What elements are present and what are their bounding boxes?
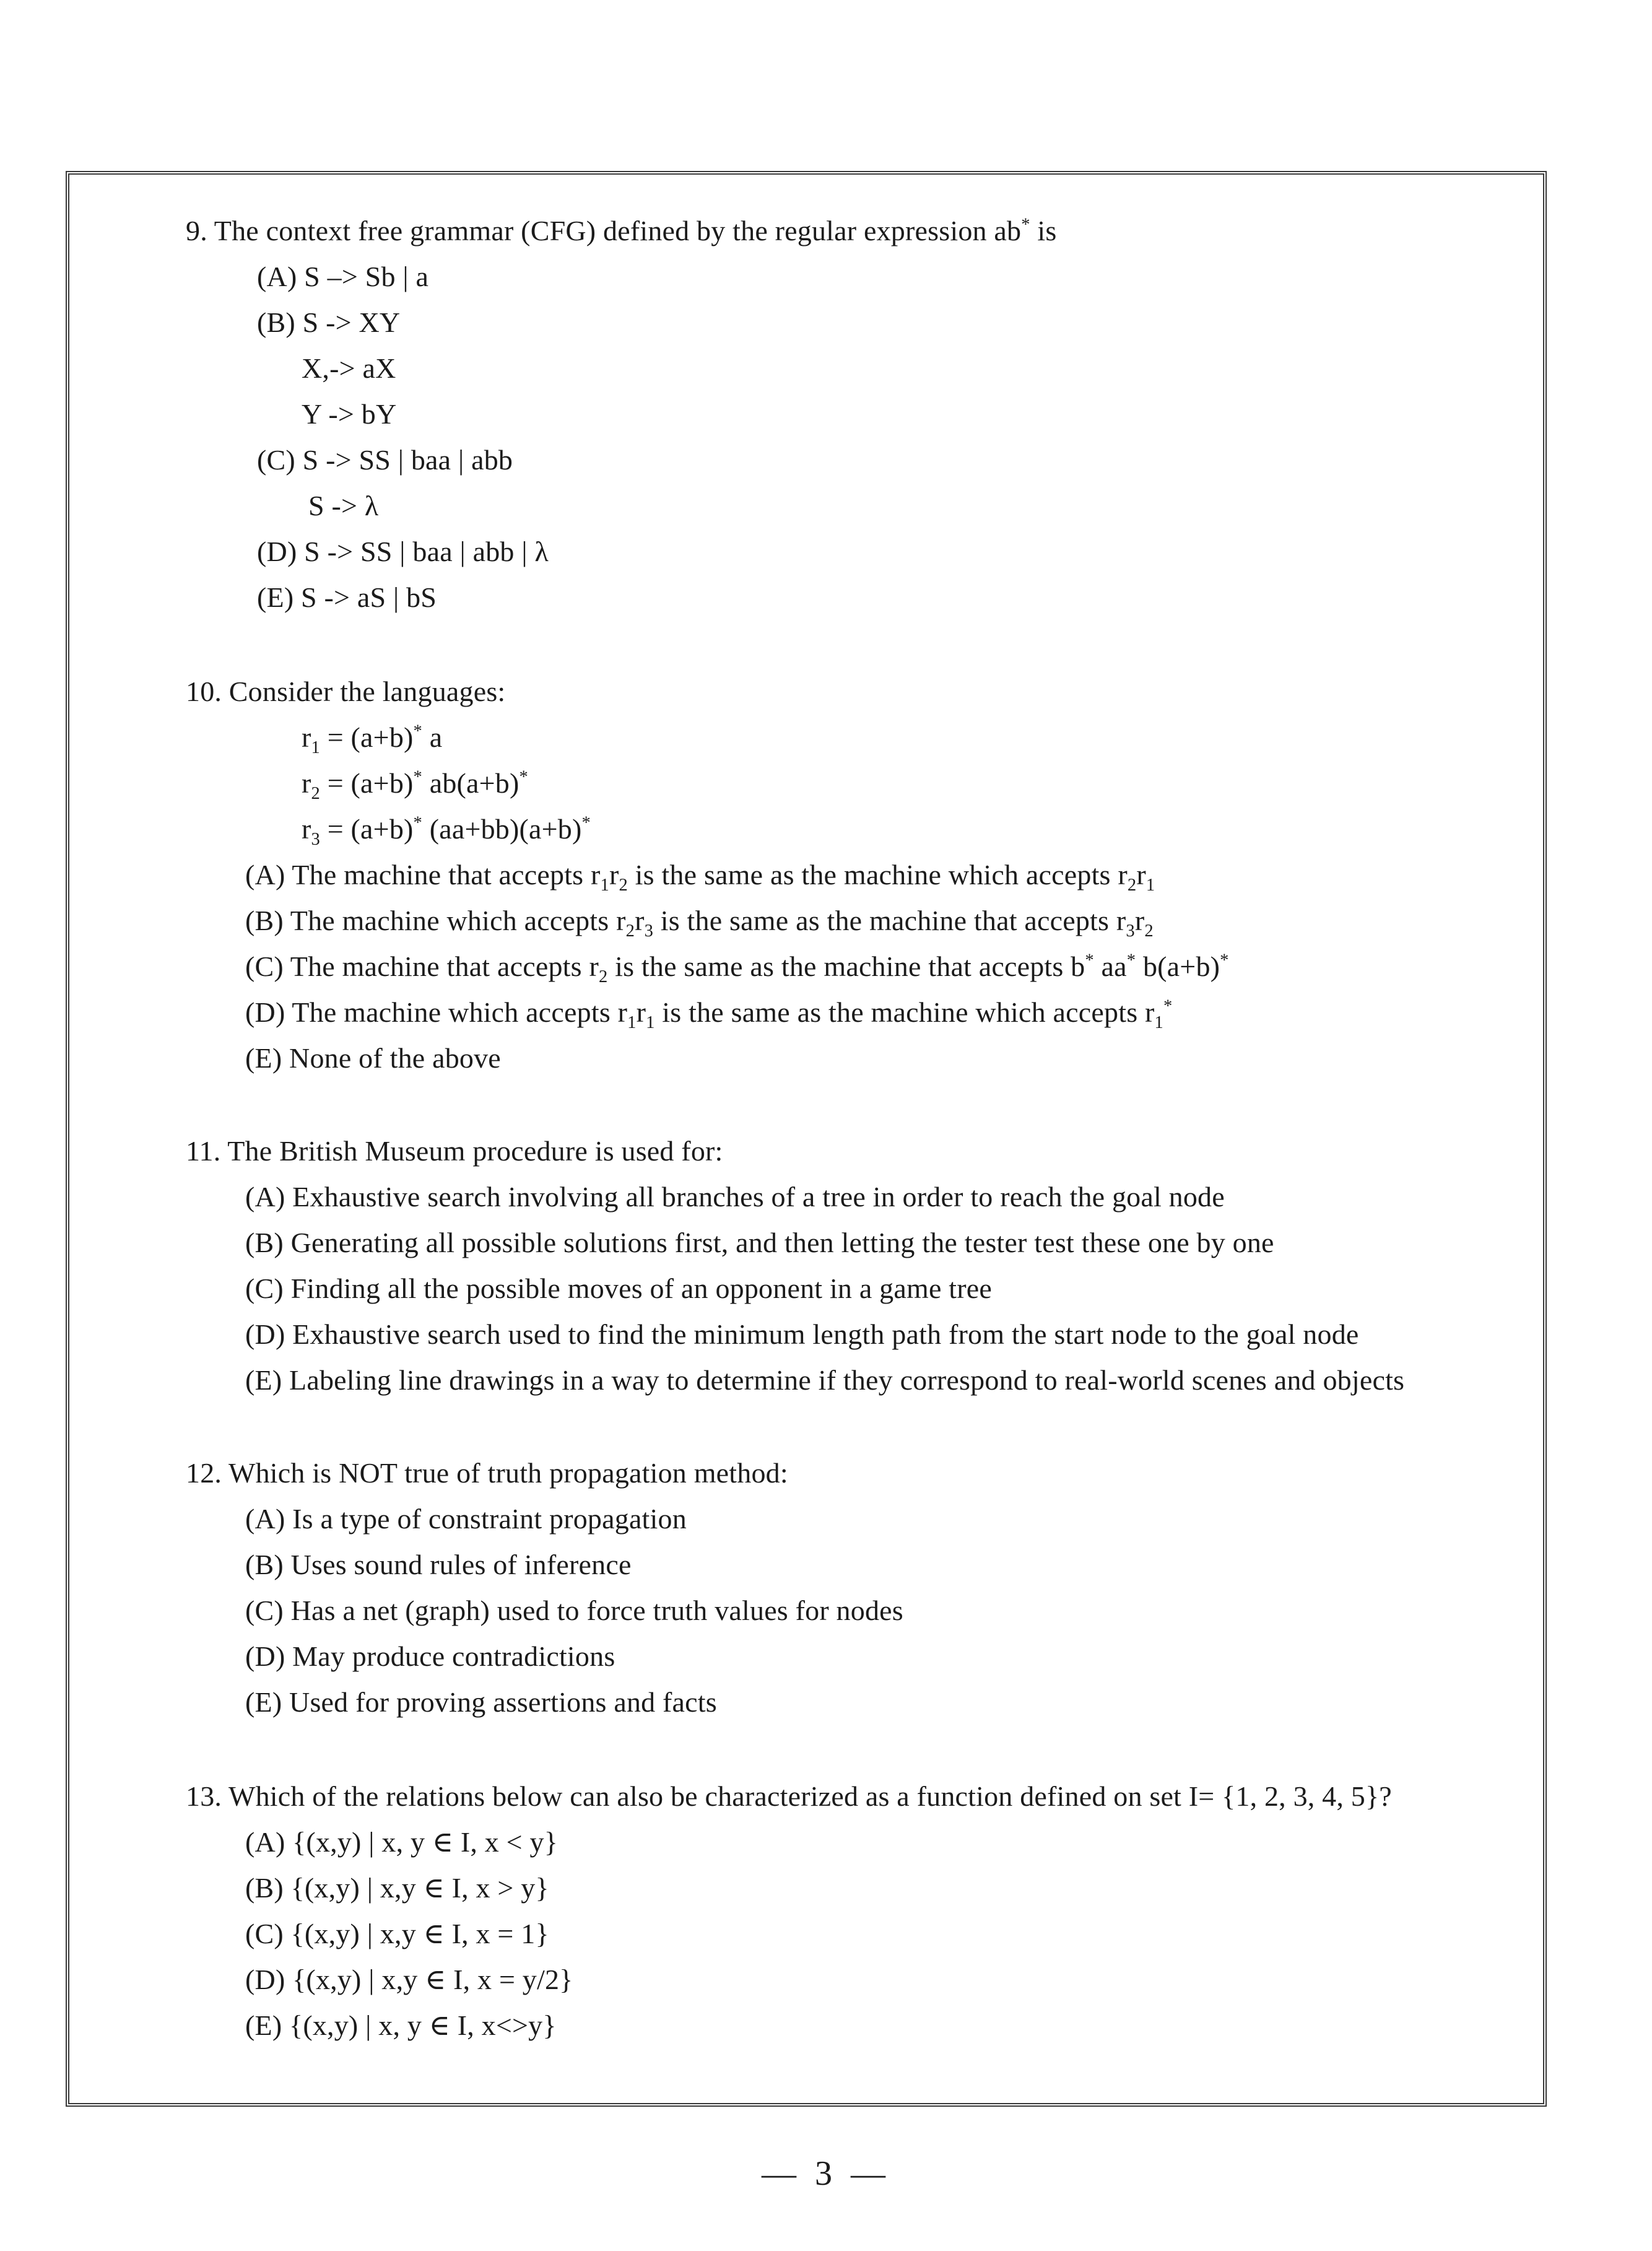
q13-option-d: (D) {(x,y) | x,y ∈ I, x = y/2} <box>245 1964 573 1995</box>
q12-option-c: (C) Has a net (graph) used to force truth values for nodes <box>245 1595 903 1626</box>
q9-option-b: (B) S -> XY <box>257 307 401 338</box>
q9-option-c: (C) S -> SS | baa | abb <box>257 444 513 476</box>
page-number: — 3 — <box>762 2154 890 2193</box>
q11-option-e: (E) Labeling line drawings in a way to determine if they correspond to real-world scenes and objects <box>245 1364 1405 1396</box>
q10-stem: 10. Consider the languages: <box>186 676 506 707</box>
q13-option-b: (B) {(x,y) | x,y ∈ I, x > y} <box>245 1872 549 1904</box>
q11-option-a: (A) Exhaustive search involving all branches of a tree in order to reach the goal node <box>245 1181 1225 1213</box>
q12-option-a: (A) Is a type of constraint propagation <box>245 1503 687 1535</box>
q10-option-c: (C) The machine that accepts $r_2$ is the same as the machine that accepts b* aa* b(a+b)* <box>245 951 1229 987</box>
q11-option-b: (B) Generating all possible solutions first, and then letting the tester test these one by one <box>245 1227 1274 1258</box>
q10-option-a: (A) The machine that accepts $r_1r_2$ is the same as the machine which accepts $r_2r_1$ <box>245 859 1155 895</box>
q11-stem: 11. The British Museum procedure is used for: <box>186 1135 723 1167</box>
q10-language-r3: $r_3 = (a+b)^*$ (aa+bb)(a+b)* <box>302 813 591 850</box>
q9-option-d: (D) S -> SS | baa | abb | λ <box>257 536 549 567</box>
q13-stem: 13. Which of the relations below can also be characterized as a function defined on set I= {1, 2, 3, 4, 5}? <box>186 1780 1392 1812</box>
q9-stem: 9. The context free grammar (CFG) defined by the regular expression ab* is <box>186 215 1057 246</box>
q13-option-e: (E) {(x,y) | x, y ∈ I, x<>y} <box>245 2009 557 2041</box>
q12-option-e: (E) Used for proving assertions and facts <box>245 1686 717 1718</box>
q9-option-c-rule-lambda: S -> λ <box>308 490 379 521</box>
q9-option-b-rule-x: X,-> aX <box>302 352 396 384</box>
q9-option-e: (E) S -> aS | bS <box>257 581 437 613</box>
q12-option-d: (D) May produce contradictions <box>245 1640 615 1672</box>
q10-option-d: (D) The machine which accepts $r_1r_1$ is the same as the machine which accepts $r_1^*$ <box>245 996 1173 1033</box>
q9-option-a: (A) S –> Sb | a <box>257 261 429 292</box>
q13-option-a: (A) {(x,y) | x, y ∈ I, x < y} <box>245 1826 558 1858</box>
q11-option-d: (D) Exhaustive search used to find the minimum length path from the start node to the goal node <box>245 1318 1359 1350</box>
q9-option-b-rule-y: Y -> bY <box>302 398 397 430</box>
q10-language-r1: $r_1 = (a+b)^*$ a <box>302 721 443 758</box>
q10-option-b: (B) The machine which accepts $r_2r_3$ is the same as the machine that accepts $r_3r_2$ <box>245 905 1154 941</box>
q10-language-r2: $r_2 = (a+b)^*$ ab(a+b)* <box>302 767 528 804</box>
q12-option-b: (B) Uses sound rules of inference <box>245 1549 632 1580</box>
q11-option-c: (C) Finding all the possible moves of an opponent in a game tree <box>245 1273 992 1304</box>
q12-stem: 12. Which is NOT true of truth propagation method: <box>186 1457 788 1489</box>
q10-option-e: (E) None of the above <box>245 1042 501 1074</box>
q13-option-c: (C) {(x,y) | x,y ∈ I, x = 1} <box>245 1918 549 1949</box>
